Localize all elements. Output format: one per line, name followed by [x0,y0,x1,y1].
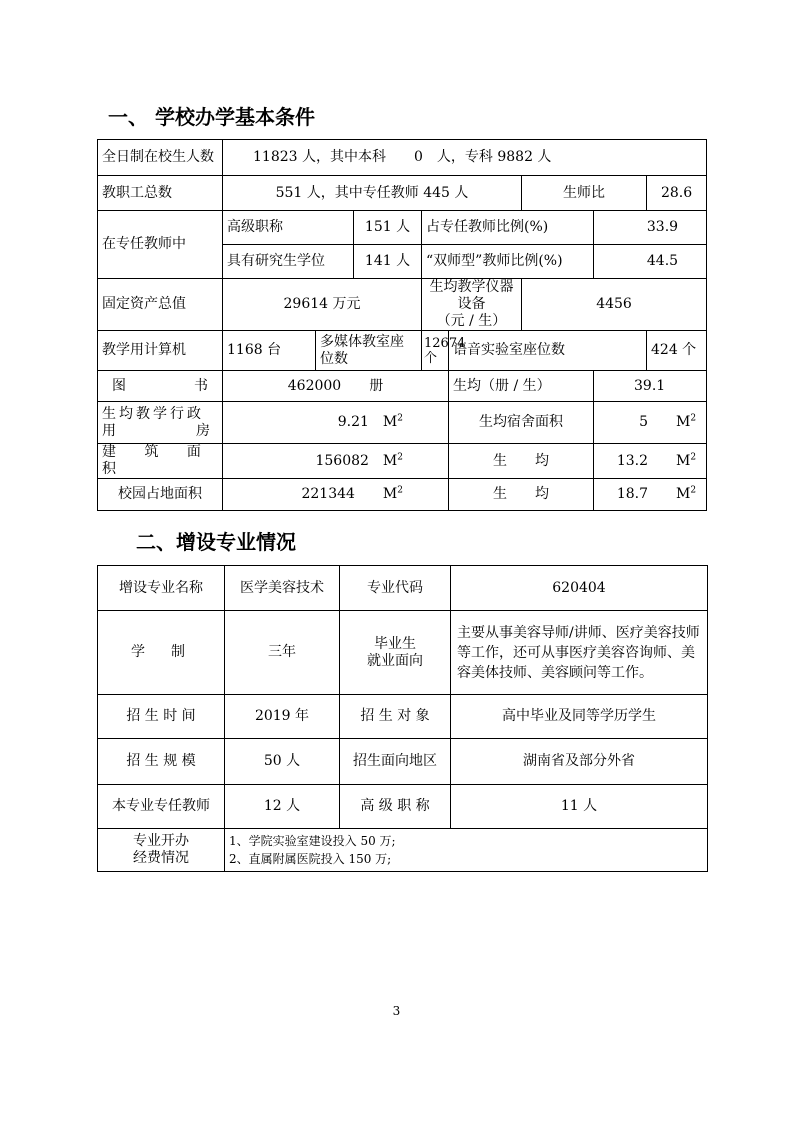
employment-label-line-1: 毕业生 [374,635,416,652]
campus-area-unit-superscript: 2 [397,485,403,496]
computers-value: 1168 台 [223,331,316,371]
major-senior-title-label: 高 级 职 称 [340,785,451,829]
campus-per-student-value [594,479,707,511]
employment-direction-value: 主要从事美容导师/讲师、医疗美容技师等工作，还可从事医疗美容咨询师、美容美体技师、美容顾问等工作。 [451,611,708,695]
major-name-value: 医学美容技术 [225,566,340,611]
major-teachers-label: 本专业专任教师 [98,785,225,829]
admin-space-number: 9.21 M [337,414,398,430]
campus-area-label: 校园占地面积 [98,479,223,511]
funding-label-line-1: 专业开办 [133,833,189,849]
enroll-scale-value: 50 人 [225,739,340,785]
major-code-value: 620404 [451,566,708,611]
equipment-per-student-value: 4456 [522,279,707,331]
students-label: 全日制在校生人数 [98,140,223,176]
employment-direction-label [340,611,451,695]
enroll-time-value: 2019 年 [225,695,340,739]
equipment-label-line-2: （元 / 生） [436,313,507,329]
enroll-scale-label: 招 生 规 模 [98,739,225,785]
admin-label-char-1: 用 [102,422,116,439]
section-1-title: 一、 学校办学基本条件 [108,105,315,129]
major-code-label: 专业代码 [340,566,451,611]
senior-percentage-label: 占专任教师比例(%) [422,211,594,245]
major-teachers-value: 12 人 [225,785,340,829]
graduate-degree-label: 具有研究生学位 [223,245,354,279]
enroll-target-value: 高中毕业及同等学历学生 [451,695,708,739]
building-area-label: 建 筑 面 积 [98,444,223,479]
employment-label-line-2: 就业面向 [367,652,423,669]
building-per-student-value [594,444,707,479]
campus-area-value [223,479,449,511]
new-major-table [97,565,708,872]
campus-area-number: 221344 M [301,486,398,502]
campus-per-student-label: 生 均 [449,479,594,511]
graduate-degree-value: 141 人 [354,245,422,279]
books-per-student-value: 39.1 [594,371,707,402]
dorm-space-label: 生均宿舍面积 [449,402,594,444]
fixed-assets-value: 29614 万元 [223,279,422,331]
books-label-char-1: 图 [112,377,126,394]
fixed-assets-label: 固定资产总值 [98,279,223,331]
school-conditions-table [97,139,707,511]
dual-qualified-label: “双师型”教师比例(%) [422,245,594,279]
duration-value: 三年 [225,611,340,695]
senior-percentage-value: 33.9 [594,211,707,245]
senior-title-value: 151 人 [354,211,422,245]
ratio-label: 生师比 [522,176,647,211]
staff-label: 教职工总数 [98,176,223,211]
campus-per-unit-superscript: 2 [690,485,697,496]
language-lab-seats-value: 424 个 [647,331,707,371]
enroll-region-value: 湖南省及部分外省 [451,739,708,785]
books-label-char-2: 书 [194,377,208,394]
dorm-space-value [594,402,707,444]
dorm-space-number: 5 M [639,414,691,430]
admin-label-line-1: 生均教学行政 [102,405,204,422]
multimedia-seats-label: 多媒体教室座位数 [316,331,422,371]
admin-space-value [223,402,449,444]
major-name-label: 增设专业名称 [98,566,225,611]
building-per-student-label: 生 均 [449,444,594,479]
funding-details [225,829,708,872]
language-lab-seats-label: 语音实验室座位数 [449,331,647,371]
books-per-student-label: 生均（册 / 生） [449,371,594,402]
building-per-unit-superscript: 2 [690,451,697,462]
duration-label: 学 制 [98,611,225,695]
building-area-value [223,444,449,479]
funding-label-line-2: 经费情况 [133,850,189,866]
funding-label [98,829,225,872]
senior-title-label: 高级职称 [223,211,354,245]
enroll-region-label: 招生面向地区 [340,739,451,785]
enroll-time-label: 招 生 时 间 [98,695,225,739]
computers-label: 教学用计算机 [98,331,223,371]
admin-label-char-2: 房 [196,422,210,439]
funding-item-1: 1、学院实验室建设投入 50 万; [229,834,396,848]
major-senior-title-value: 11 人 [451,785,708,829]
funding-item-2: 2、直属附属医院投入 150 万; [229,852,392,866]
staff-value: 551 人，其中专任教师 445 人 [223,176,522,211]
books-value: 462000 册 [223,371,449,402]
dorm-space-unit-superscript: 2 [690,413,697,424]
books-label [98,371,223,402]
building-per-number: 13.2 M [616,452,691,469]
enroll-target-label: 招 生 对 象 [340,695,451,739]
equipment-label-line-1: 生均教学仪器设备 [429,279,514,312]
ratio-value: 28.6 [647,176,707,211]
multimedia-seats-value: 12674 个 [422,331,449,371]
section-2-title: 二、增设专业情况 [136,530,296,554]
admin-space-label [98,402,223,444]
students-value: 11823 人，其中本科 0 人，专科 9882 人 [223,140,707,176]
equipment-per-student-label [422,279,522,331]
building-area-unit-superscript: 2 [397,451,403,462]
campus-per-number: 18.7 M [616,486,691,502]
page-number: 3 [392,1004,401,1018]
building-area-number: 156082 M [315,452,398,469]
admin-space-unit-superscript: 2 [397,413,403,424]
fulltime-teachers-label: 在专任教师中 [98,211,223,279]
dual-qualified-value: 44.5 [594,245,707,279]
